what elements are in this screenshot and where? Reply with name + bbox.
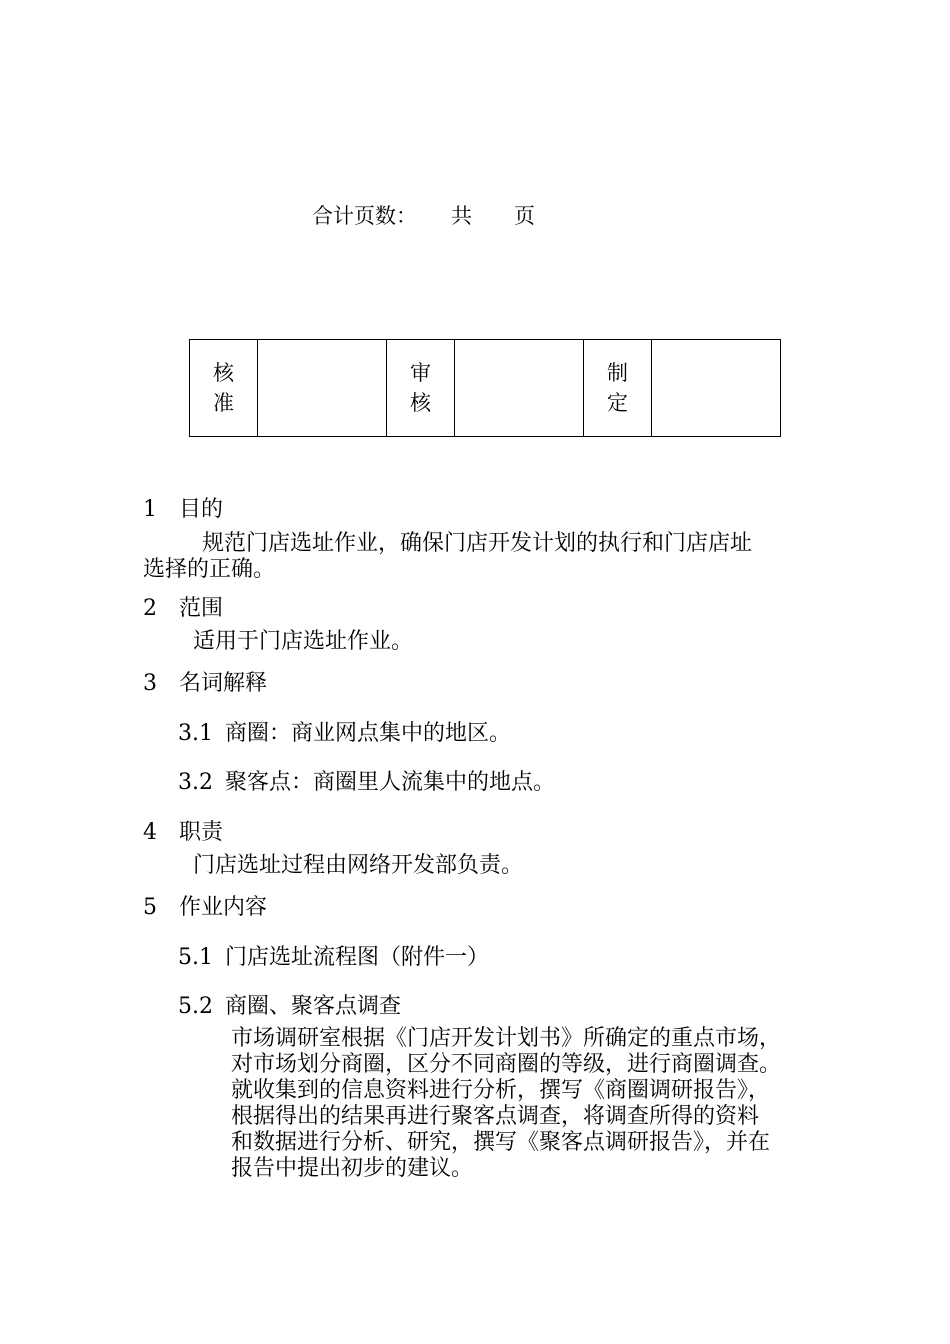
approve-label-char: 核 <box>213 361 234 385</box>
section-number: 2 <box>143 596 157 621</box>
subsection-number: 3.2 <box>178 770 213 795</box>
subsection-text: 聚客点：商圈里人流集中的地点。 <box>225 770 556 795</box>
body-line: 就收集到的信息资料进行分析，撰写《商圈调研报告》， <box>231 1078 771 1103</box>
section-5-heading <box>143 890 267 921</box>
section-2-body: 适用于门店选址作业。 <box>193 629 414 654</box>
page-count-prefix: 共 <box>451 204 472 228</box>
section-1-heading <box>143 492 223 523</box>
subsection-text: 门店选址流程图（附件一） <box>225 945 490 970</box>
subsection-5-1 <box>178 940 489 971</box>
section-4-body: 门店选址过程由网络开发部负责。 <box>193 853 524 878</box>
section-title: 目的 <box>179 497 224 522</box>
body-line: 根据得出的结果再进行聚客点调查，将调查所得的资料 <box>231 1104 760 1129</box>
section-4-heading <box>143 815 223 846</box>
review-value-cell[interactable] <box>455 340 584 437</box>
subsection-text: 商圈：商业网点集中的地区。 <box>225 721 512 746</box>
subsection-number: 3.1 <box>178 721 213 746</box>
body-line: 和数据进行分析、研究，撰写《聚客点调研报告》，并在 <box>231 1130 771 1155</box>
review-label-cell <box>387 340 455 437</box>
approve-label-char: 准 <box>213 391 234 415</box>
section-number: 3 <box>143 671 157 696</box>
approve-label-cell <box>190 340 258 437</box>
prepare-label-char: 定 <box>607 391 628 415</box>
page-count-label: 合计页数： <box>312 204 417 228</box>
section-number: 1 <box>143 497 157 522</box>
section-title: 作业内容 <box>179 895 268 920</box>
section-2-heading <box>143 591 223 622</box>
review-label-char: 审 <box>410 361 431 385</box>
page-count-suffix: 页 <box>514 204 535 228</box>
signoff-table <box>189 339 781 437</box>
prepare-value-cell[interactable] <box>652 340 781 437</box>
section-title: 名词解释 <box>179 671 268 696</box>
section-title: 职责 <box>179 820 224 845</box>
page-count-line <box>312 200 535 230</box>
section-title: 范围 <box>179 596 224 621</box>
body-line: 市场调研室根据《门店开发计划书》所确定的重点市场， <box>231 1026 782 1051</box>
subsection-5-2 <box>178 989 401 1020</box>
prepare-label-char: 制 <box>607 361 628 385</box>
subsection-3-2 <box>178 765 555 796</box>
prepare-label-cell <box>584 340 652 437</box>
approve-value-cell[interactable] <box>258 340 387 437</box>
section-1-body-line1: 规范门店选址作业，确保门店开发计划的执行和门店店址 <box>202 531 753 556</box>
section-3-heading <box>143 666 267 697</box>
subsection-number: 5.1 <box>178 945 213 970</box>
body-line: 对市场划分商圈，区分不同商圈的等级，进行商圈调查。 <box>231 1052 782 1077</box>
section-number: 4 <box>143 820 157 845</box>
review-label-char: 核 <box>410 391 431 415</box>
body-line: 报告中提出初步的建议。 <box>231 1156 474 1181</box>
signoff-row <box>190 340 781 437</box>
subsection-3-1 <box>178 716 511 747</box>
subsection-text: 商圈、聚客点调查 <box>225 994 402 1019</box>
section-number: 5 <box>143 895 157 920</box>
section-1-body-line2: 选择的正确。 <box>143 557 276 582</box>
subsection-number: 5.2 <box>178 994 213 1019</box>
section-5-body <box>231 1026 781 1182</box>
